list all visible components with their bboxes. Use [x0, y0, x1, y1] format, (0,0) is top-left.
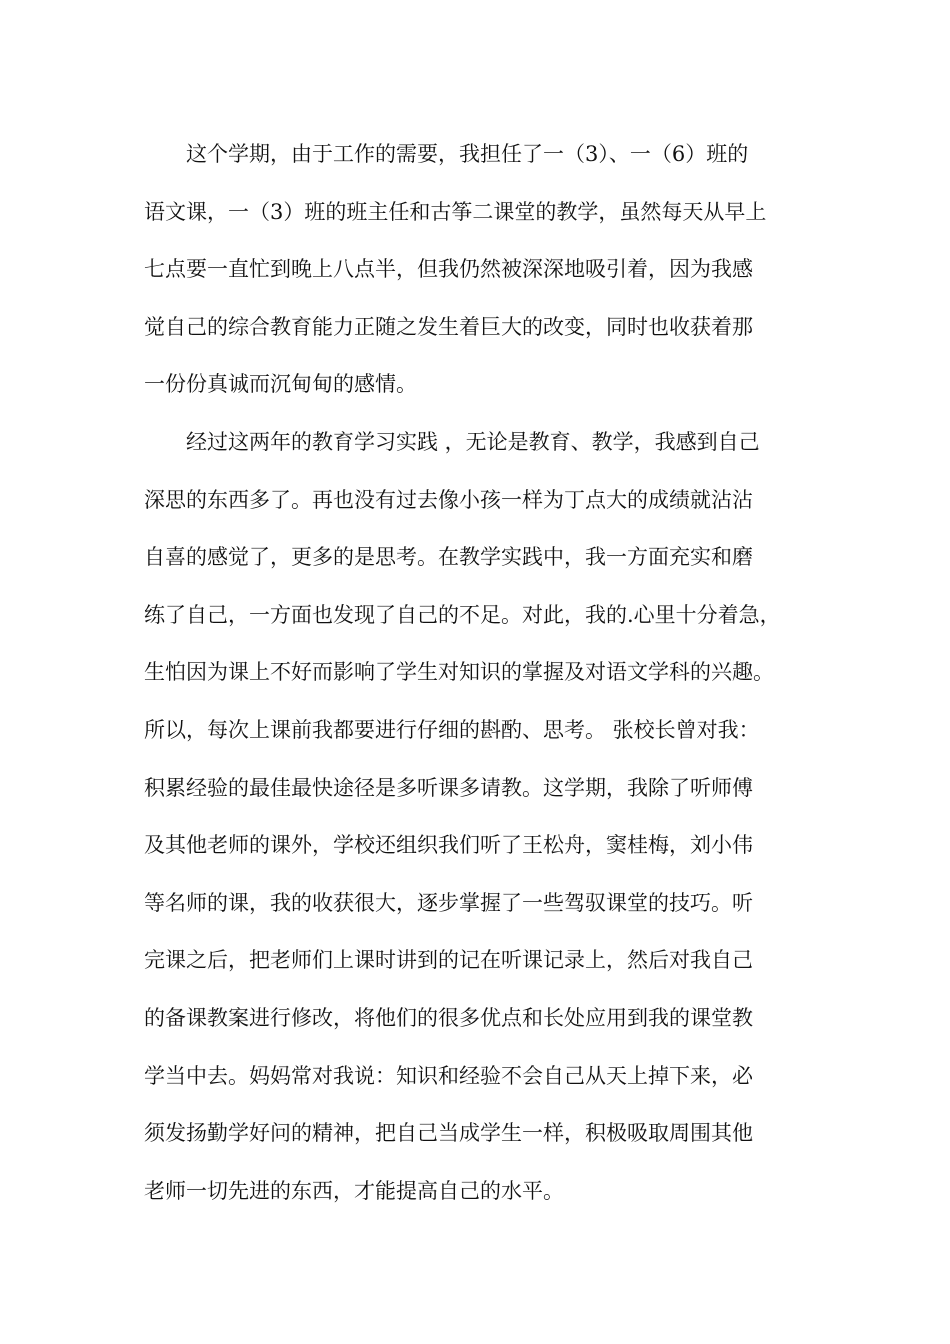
text-line: 语文课，一（3）班的班主任和古筝二课堂的教学，虽然每天从早上 — [144, 199, 767, 224]
text-line: 练了自己，一方面也发现了自己的不足。对此，我的.心里十分着急， — [144, 602, 781, 627]
text-line: 及其他老师的课外，学校还组织我们听了王松舟，窦桂梅，刘小伟 — [144, 833, 753, 858]
text-line: 学当中去。妈妈常对我说：知识和经验不会自己从天上掉下来，必 — [144, 1063, 753, 1088]
text-line: 的备课教案进行修改，将他们的很多优点和长处应用到我的课堂教 — [144, 1005, 753, 1030]
text-line: 一份份真诚而沉甸甸的感情。 — [144, 372, 417, 397]
text-line: 这个学期，由于工作的需要，我担任了一（3）、一（6）班的 — [186, 142, 749, 166]
text-line: 经过这两年的教育学习实践 ，无论是教育、教学，我感到自己 — [186, 429, 760, 454]
text-line: 深思的东西多了。再也没有过去像小孩一样为丁点大的成绩就沾沾 — [144, 487, 753, 512]
text-line: 七点要一直忙到晚上八点半，但我仍然被深深地吸引着，因为我感 — [144, 257, 753, 282]
text-line: 积累经验的最佳最快途径是多听课多请教。这学期，我除了听师傅 — [144, 775, 753, 800]
text-line: 生怕因为课上不好而影响了学生对知识的掌握及对语文学科的兴趣。 — [144, 660, 774, 685]
text-line: 自喜的感觉了，更多的是思考。在教学实践中，我一方面充实和磨 — [144, 545, 753, 570]
text-line: 须发扬勤学好问的精神，把自己当成学生一样，积极吸取周围其他 — [144, 1121, 753, 1146]
text-line: 完课之后，把老师们上课时讲到的记在听课记录上，然后对我自己 — [144, 948, 753, 973]
text-line: 所以，每次上课前我都要进行仔细的斟酌、思考。 张校长曾对我： — [144, 717, 760, 742]
text-line: 等名师的课，我的收获很大，逐步掌握了一些驾驭课堂的技巧。听 — [144, 890, 753, 915]
text-line: 觉自己的综合教育能力正随之发生着巨大的改变，同时也收获着那 — [144, 314, 753, 339]
body-text — [144, 126, 824, 1220]
text-line: 老师一切先进的东西，才能提高自己的水平。 — [144, 1178, 564, 1203]
